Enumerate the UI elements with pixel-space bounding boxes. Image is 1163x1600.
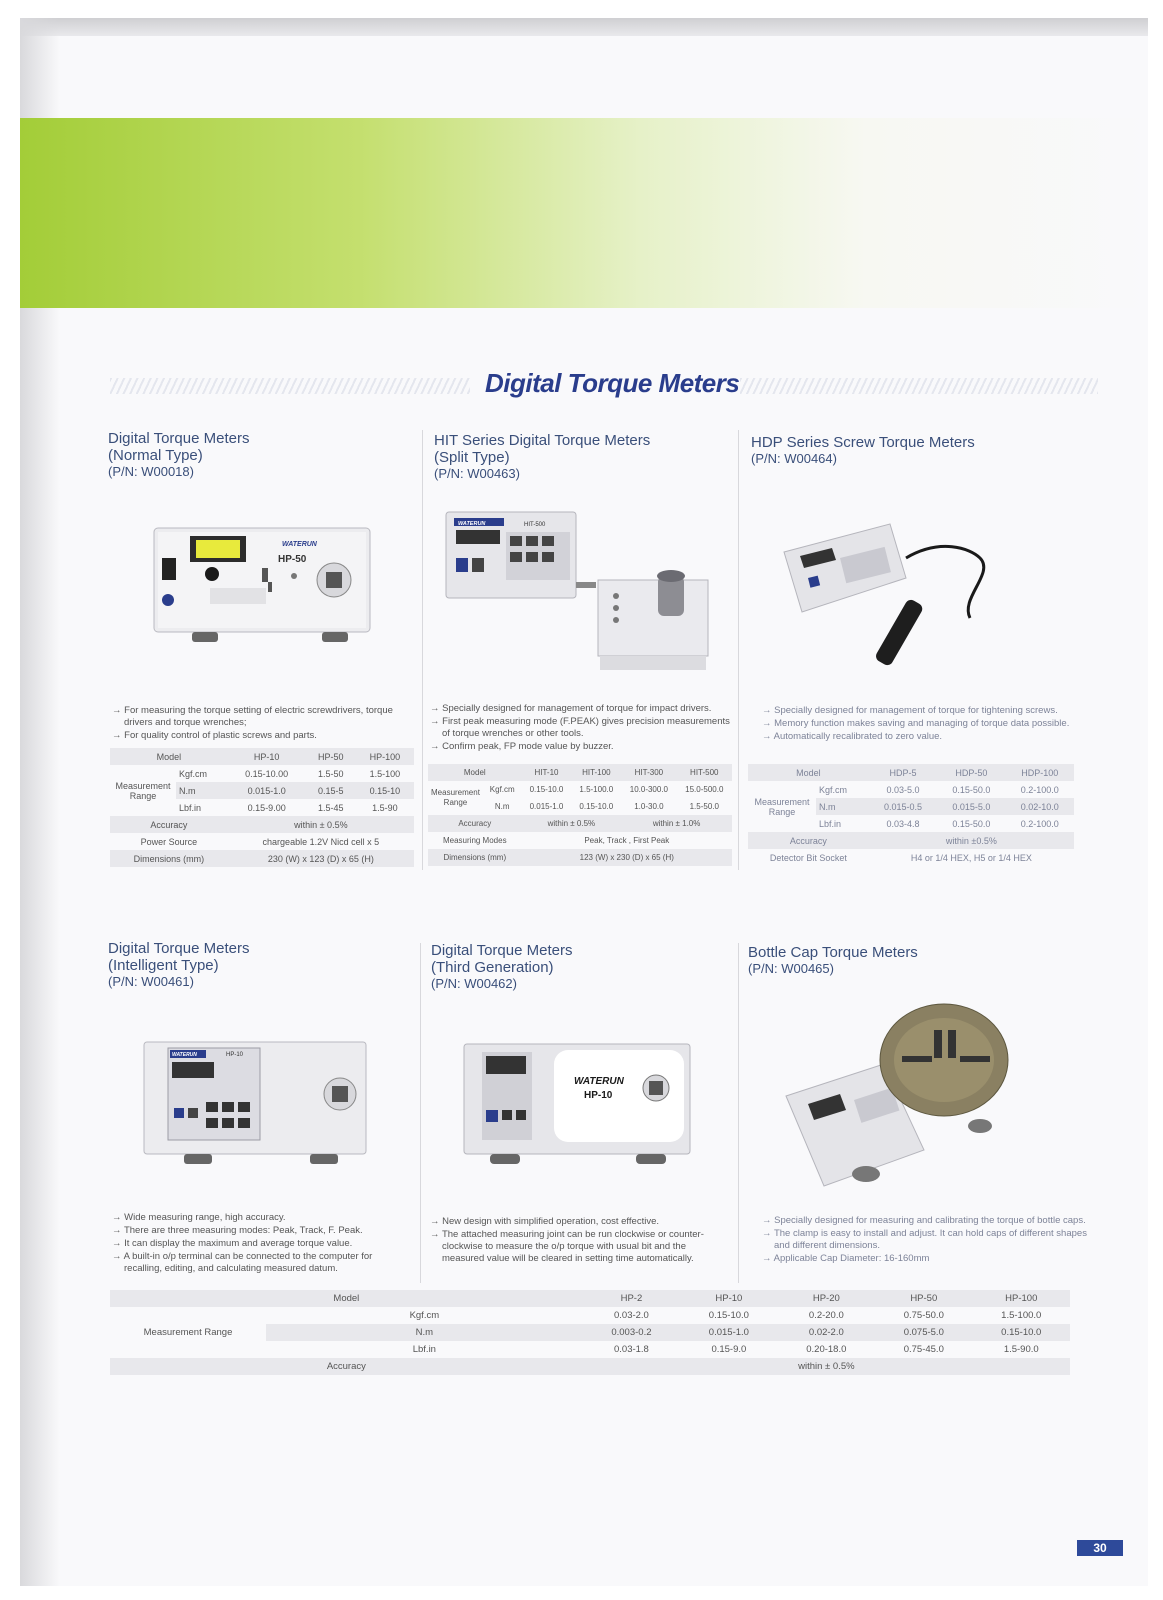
section-title: Digital Torque Meters (Normal Type) bbox=[108, 430, 250, 464]
hit500-meter-photo bbox=[440, 506, 720, 676]
table-row: Measuring Modes Peak, Track , First Peak bbox=[442, 836, 670, 845]
part-number: (P/N: W00018) bbox=[108, 464, 194, 479]
spec-table-split bbox=[428, 764, 732, 866]
table-row: Accuracy within ± 0.5% bbox=[110, 816, 414, 833]
table-row: Accuracy within ± 0.5% bbox=[110, 1358, 1070, 1375]
device-brand: WATERUN bbox=[574, 1076, 624, 1087]
bullets: → Specially designed for measuring and calibrating the torque of bottle caps. → The clamp is easy to install and adjust. It can hold caps of different shapes and different dimensions. → Applicable Cap Diameter: 16-160mm bbox=[762, 1215, 1092, 1266]
section-title: Digital Torque Meters (Third Generation) bbox=[431, 942, 573, 976]
table-row: Dimensions (mm) 230 (W) x 123 (D) x 65 (H) bbox=[110, 850, 414, 867]
device-model: HIT-500 bbox=[524, 522, 546, 528]
table-row: N.m 0.015-1.0 0.15-5 0.15-10 bbox=[110, 782, 414, 799]
table-row: N.m 0.003-0.2 0.015-1.0 0.02-2.0 0.075-5.0 0.15-10.0 bbox=[110, 1324, 1070, 1341]
table-row: Lbf.in 0.03-4.8 0.15-50.0 0.2-100.0 bbox=[819, 818, 1059, 829]
section-title: Digital Torque Meters (Intelligent Type) bbox=[108, 940, 250, 974]
title-hatch-left bbox=[110, 378, 470, 394]
device-model: HP-10 bbox=[584, 1090, 613, 1101]
section-third-generation bbox=[431, 942, 572, 991]
table-header: Model HP-10 HP-50 HP-100 bbox=[110, 748, 414, 765]
title-row bbox=[110, 368, 1098, 402]
hp10-intelligent-meter-photo bbox=[140, 1034, 372, 1174]
part-number: (P/N: W00464) bbox=[751, 451, 837, 466]
table-row: Dimensions (mm) 123 (W) x 230 (D) x 65 (H) bbox=[428, 849, 732, 866]
table-row: Measurement Range Kgf.cm 0.03-5.0 0.15-50.0 0.2-100.0 bbox=[754, 784, 1059, 817]
section-title: Bottle Cap Torque Meters bbox=[748, 944, 918, 961]
bullets: → Wide measuring range, high accuracy. → There are three measuring modes: Peak, Track, F. Peak. → It can display the maximum and average torque value. → A built-in o/p terminal can be connected to the computer for recalling, editing, and calculating measured datum. bbox=[112, 1212, 412, 1276]
table-row: N.m 0.015-0.5 0.015-5.0 0.02-10.0 bbox=[748, 798, 1074, 815]
table-row: Measurement Range Kgf.cm 0.15-10.00 1.5-50 1.5-100 bbox=[115, 768, 401, 801]
hp10-third-gen-meter-photo bbox=[460, 1038, 696, 1178]
device-brand: WATERUN bbox=[282, 541, 317, 548]
hdp-meter-photo bbox=[780, 518, 1030, 678]
top-strip bbox=[20, 18, 1148, 36]
table-row: Detector Bit Socket H4 or 1/4 HEX, H5 or 1/4 HEX bbox=[769, 852, 1032, 863]
device-brand: WATERUN bbox=[172, 1052, 197, 1058]
spec-table-hp-series bbox=[110, 1290, 1070, 1375]
page-number: 30 bbox=[1077, 1540, 1123, 1556]
section-hdp-series bbox=[751, 434, 975, 466]
table-row: Accuracy within ± 0.5% within ± 1.0% bbox=[428, 815, 732, 832]
device-model: HP-50 bbox=[278, 554, 307, 565]
part-number: (P/N: W00461) bbox=[108, 974, 194, 989]
table-row: Measurement Range Kgf.cm 0.03-2.0 0.15-10.0 0.2-20.0 0.75-50.0 1.5-100.0 bbox=[143, 1310, 1042, 1338]
device-brand: WATERUN bbox=[458, 521, 486, 527]
section-normal-type bbox=[108, 430, 249, 479]
section-title: HIT Series Digital Torque Meters (Split Type) bbox=[434, 432, 651, 466]
divider bbox=[738, 943, 739, 1283]
section-split-type bbox=[434, 432, 650, 481]
divider bbox=[422, 430, 423, 870]
page-title: Digital Torque Meters bbox=[485, 368, 740, 398]
table-row: Power Source chargeable 1.2V Nicd cell x 5 bbox=[140, 836, 380, 847]
bullets: → Specially designed for management of torque for tightening screws. → Memory function makes saving and managing of torque data possible. → Automatically recalibrated to zero value. bbox=[762, 705, 1092, 744]
device-model: HP-10 bbox=[226, 1052, 244, 1058]
hp50-meter-photo bbox=[150, 518, 376, 648]
section-title: HDP Series Screw Torque Meters bbox=[751, 434, 975, 451]
bullets: → New design with simplified operation, cost effective. → The attached measuring joint can be run clockwise or counter-clockwise to measure the o/p torque with usual bit and the measured value will be cleared in setting time automatically. bbox=[430, 1216, 730, 1266]
part-number: (P/N: W00465) bbox=[748, 961, 834, 976]
spec-table-hdp bbox=[748, 764, 1074, 866]
section-bottle-cap bbox=[748, 944, 918, 976]
section-intelligent-type bbox=[108, 940, 249, 989]
table-header: Model HDP-5 HDP-50 HDP-100 bbox=[748, 764, 1074, 781]
table-header: Model HIT-10 HIT-100 HIT-300 HIT-500 bbox=[428, 764, 732, 781]
part-number: (P/N: W00462) bbox=[431, 976, 517, 991]
table-row: Measurement Range Kgf.cm 0.15-10.0 1.5-100.0 10.0-300.0 15.0-500.0 bbox=[431, 785, 724, 807]
table-header: Model HP-2 HP-10 HP-20 HP-50 HP-100 bbox=[110, 1290, 1070, 1307]
table-row: Lbf.in 0.15-9.00 1.5-45 1.5-90 bbox=[179, 802, 398, 813]
table-row: N.m 0.015-1.0 0.15-10.0 1.0-30.0 1.5-50.0 bbox=[494, 802, 719, 811]
bullets: → Specially designed for management of torque for impact drivers. → First peak measuring mode (F.PEAK) gives precision measurements of torque wrenches or other tools. → Confirm peak, FP mode value by buzzer. bbox=[430, 703, 730, 754]
spec-table-normal bbox=[110, 748, 414, 867]
part-number: (P/N: W00463) bbox=[434, 466, 520, 481]
green-banner bbox=[20, 118, 1148, 308]
divider bbox=[738, 430, 739, 870]
catalog-page bbox=[20, 18, 1148, 1586]
bottle-cap-meter-photo bbox=[784, 1000, 1016, 1190]
divider bbox=[420, 943, 421, 1283]
table-row: Lbf.in 0.03-1.8 0.15-9.0 0.20-18.0 0.75-45.0 1.5-90.0 bbox=[412, 1344, 1039, 1355]
bullets: → For measuring the torque setting of electric screwdrivers, torque drivers and torque wrenches; → For quality control of plastic screws and parts. bbox=[112, 705, 412, 743]
title-hatch-right bbox=[740, 378, 1098, 394]
table-row: Accuracy within ±0.5% bbox=[748, 832, 1074, 849]
